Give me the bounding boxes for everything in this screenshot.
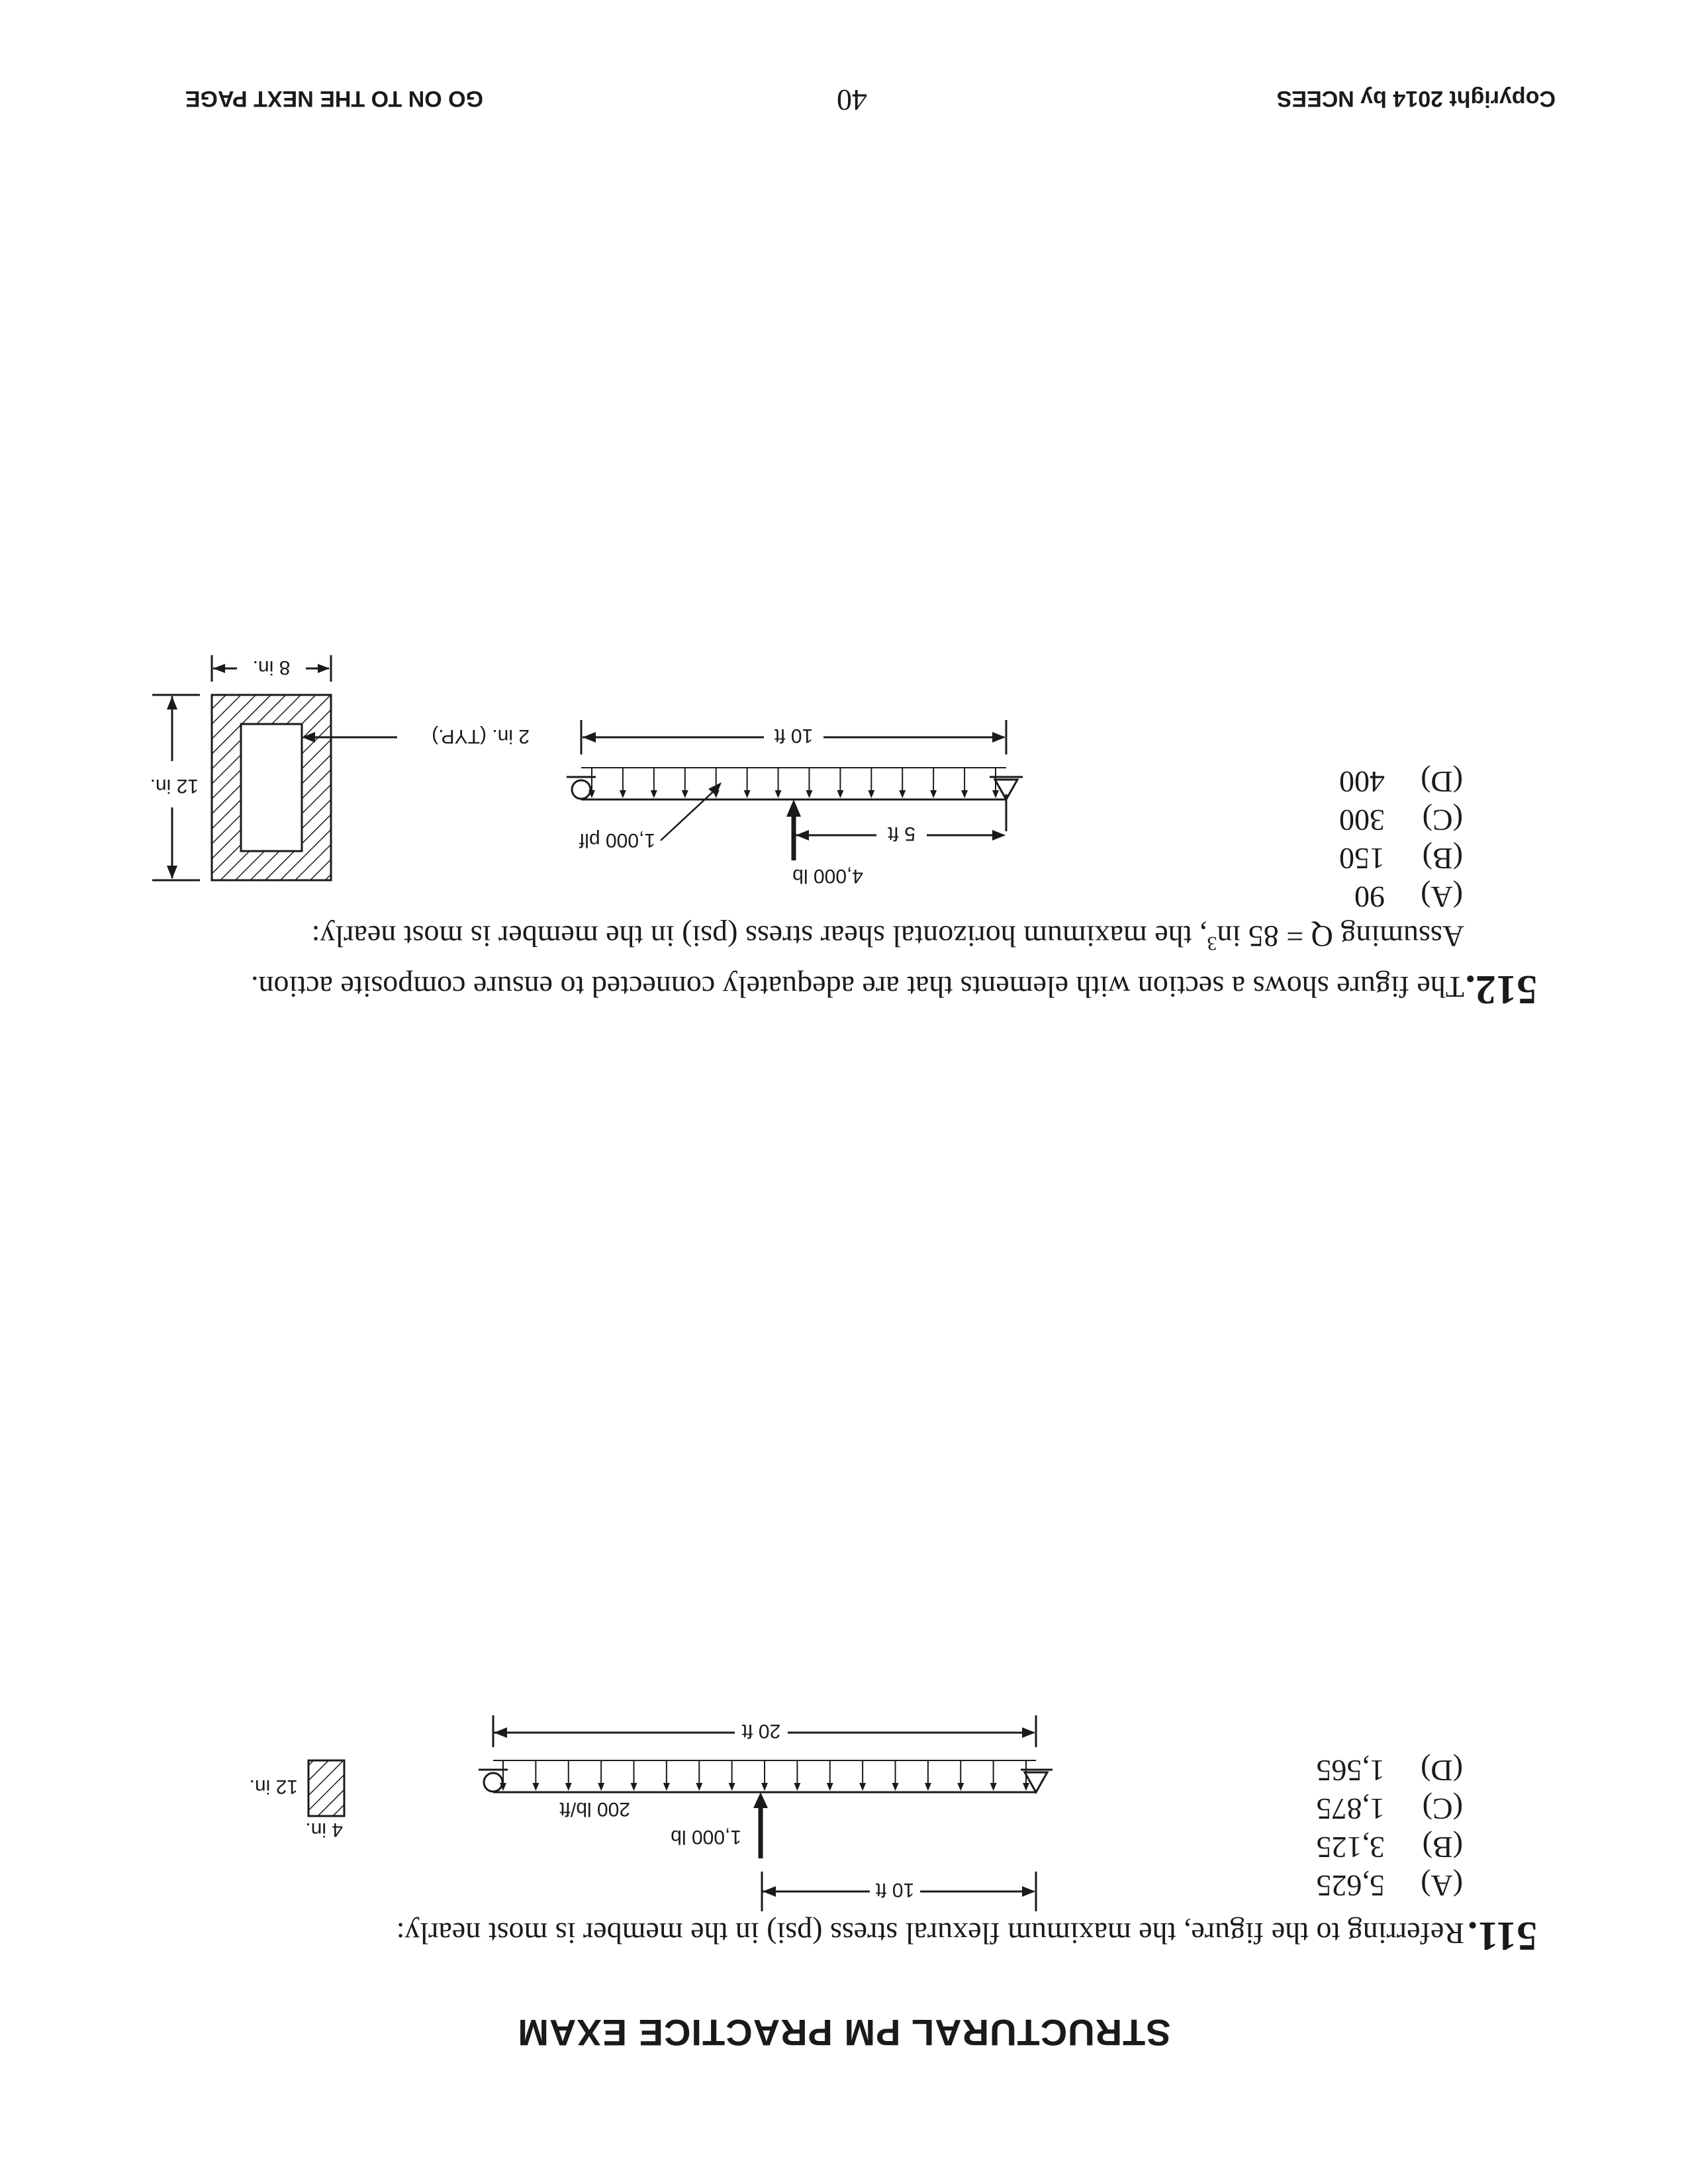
udl-label-511: 200 lb/ft bbox=[559, 1798, 630, 1820]
question-512-line-1: The figure shows a section with elements that are adequately connected to ensure composite action. bbox=[251, 970, 1464, 1004]
point-load-label-511: 1,000 lb bbox=[671, 1826, 741, 1848]
dim-text-10ft: 10 ft bbox=[875, 1879, 915, 1901]
udl-arrowhead bbox=[992, 790, 999, 798]
udl-arrowhead bbox=[713, 790, 720, 798]
dim-text-10ft-512: 10 ft bbox=[774, 725, 814, 747]
dimension-load-position-512 bbox=[796, 794, 1006, 844]
question-512-number: 512. bbox=[1465, 967, 1537, 1012]
udl-arrowhead bbox=[806, 790, 812, 798]
question-511-number: 511. bbox=[1467, 1913, 1537, 1958]
option-d[interactable]: (D) 400 bbox=[1339, 765, 1463, 799]
udl-label-512: 1,000 plf bbox=[579, 829, 655, 851]
option-c[interactable]: (C) 1,875 bbox=[1316, 1792, 1463, 1826]
option-a[interactable]: (A) 90 bbox=[1354, 880, 1463, 914]
dimension-span-512 bbox=[581, 720, 1006, 754]
point-load-512 bbox=[786, 799, 863, 887]
udl-arrowhead bbox=[775, 790, 782, 798]
question-512-line-2: Assuming Q = 85 $in^3$, the maximum horizontal shear stress (psi) in the member is most nearly: bbox=[311, 919, 1464, 954]
option-d[interactable]: (D) 1,565 bbox=[1316, 1754, 1463, 1788]
option-c[interactable]: (C) 300 bbox=[1339, 803, 1463, 837]
footer-copyright: Copyright 2014 by NCEES bbox=[1276, 86, 1556, 111]
section-depth-label-512: 12 in. bbox=[150, 775, 199, 797]
udl-arrowhead bbox=[620, 790, 626, 798]
udl-arrowhead bbox=[868, 790, 874, 798]
udl-arrowhead bbox=[682, 790, 688, 798]
udl-arrowhead bbox=[930, 790, 937, 798]
udl-arrowhead bbox=[961, 790, 968, 798]
page-title: STRUCTURAL PM PRACTICE EXAM bbox=[517, 2012, 1171, 2054]
udl-arrowhead bbox=[899, 790, 906, 798]
section-width-label-512: 8 in. bbox=[252, 657, 291, 678]
beam-512 bbox=[567, 768, 1023, 799]
point-load-label-512: 4,000 lb bbox=[792, 865, 863, 887]
option-b[interactable]: (B) 150 bbox=[1339, 842, 1463, 876]
option-a[interactable]: (A) 5,625 bbox=[1316, 1869, 1463, 1903]
udl-arrowhead bbox=[651, 790, 657, 798]
dim-text-5ft: 5 ft bbox=[888, 823, 915, 844]
section-width-label-511: 4 in. bbox=[305, 1819, 343, 1841]
wall-thickness-label-512: 2 in. (TYP.) bbox=[432, 725, 530, 747]
dim-text-20ft: 20 ft bbox=[741, 1720, 781, 1742]
udl-label-512-group bbox=[579, 782, 722, 851]
question-511-text: Referring to the figure, the maximum flexural stress (psi) in the member is most nearly: bbox=[396, 1917, 1464, 1950]
udl-arrowhead bbox=[744, 790, 751, 798]
udl-arrowhead bbox=[837, 790, 843, 798]
footer-next-page: GO ON TO THE NEXT PAGE bbox=[185, 86, 483, 111]
page-number: 40 bbox=[837, 83, 867, 117]
option-b[interactable]: (B) 3,125 bbox=[1316, 1831, 1463, 1864]
section-depth-label-511: 12 in. bbox=[249, 1776, 298, 1797]
section-512 bbox=[150, 655, 530, 880]
